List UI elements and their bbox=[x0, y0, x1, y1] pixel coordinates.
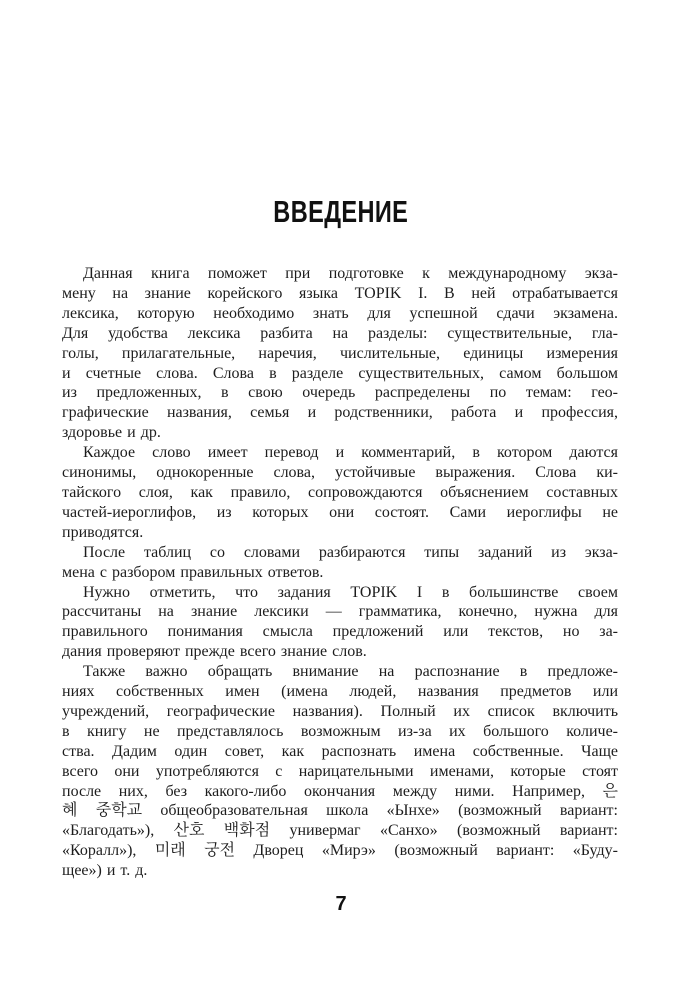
text-line: и счетные слова. Слова в разделе существительных, самом большом bbox=[62, 364, 618, 382]
text-line: учреждений, географические названия). Полный их список включить bbox=[62, 702, 618, 720]
text-line: «Коралл»), 미래 궁전 Дворец «Мирэ» (возможный вариант: «Буду- bbox=[62, 842, 618, 860]
paragraph bbox=[62, 583, 618, 663]
text-line: графические названия, семья и родственники, работа и профессия, bbox=[62, 404, 618, 422]
paragraph bbox=[62, 443, 618, 543]
text-line: правильного понимания смысла предложений или текстов, но за- bbox=[62, 623, 618, 641]
text-line: После таблиц со словами разбираются типы заданий из экза- bbox=[83, 543, 618, 561]
text-line: лексика, которую необходимо знать для успешной сдачи экзамена. bbox=[62, 304, 618, 322]
text-line: Каждое слово имеет перевод и комментарий, в котором даются bbox=[83, 444, 618, 462]
paragraph bbox=[62, 264, 618, 443]
text-line: 혜 중학교 общеобразовательная школа «Ынхе» (возможный вариант: bbox=[62, 802, 618, 820]
page-number: 7 bbox=[335, 893, 347, 915]
text-line: мена с разбором правильных ответов. bbox=[62, 563, 324, 581]
text-line: ниях собственных имен (имена людей, названия предметов или bbox=[62, 683, 618, 701]
text-line: здоровье и др. bbox=[62, 424, 161, 442]
text-line: ства. Дадим один совет, как распознать имена собственные. Чаще bbox=[62, 742, 618, 760]
text-line: мену на знание корейского языка TOPIK I. В ней отрабатывается bbox=[62, 284, 618, 302]
text-line: приводятся. bbox=[62, 523, 144, 541]
text-line: всего они употребляются с нарицательными именами, которые стоят bbox=[62, 762, 618, 780]
text-line: Данная книга поможет при подготовке к международному экза- bbox=[83, 265, 618, 282]
text-line: Для удобства лексика разбита на разделы: существительные, гла- bbox=[62, 324, 618, 342]
text-line: из предложенных, в свою очередь распределены по темам: гео- bbox=[62, 384, 618, 402]
paragraph bbox=[62, 662, 618, 881]
text-line: голы, прилагательные, наречия, числительные, единицы измерения bbox=[62, 344, 618, 362]
text-line: дания проверяют прежде всего знание слов. bbox=[62, 643, 367, 661]
text-line: частей-иероглифов, из которых они состоят. Сами иероглифы не bbox=[62, 503, 618, 521]
text-line: тайского слоя, как правило, сопровождаются объяснением составных bbox=[62, 483, 618, 501]
page-title-text: ВВЕДЕНИЕ bbox=[273, 194, 409, 229]
text-line: Также важно обращать внимание на распознание в предложе- bbox=[83, 663, 618, 681]
text-line: Нужно отметить, что задания TOPIK I в большинстве своем bbox=[83, 583, 618, 601]
text-line: синонимы, однокоренные слова, устойчивые выражения. Слова ки- bbox=[62, 464, 618, 482]
text-line: в книгу не представлялось возможным из-за их большого количе- bbox=[62, 722, 618, 740]
page-title bbox=[0, 196, 682, 227]
introduction-text bbox=[62, 264, 618, 881]
text-line: рассчитаны на знание лексики — грамматика, конечно, нужна для bbox=[62, 603, 618, 621]
text-line: после них, без какого-либо окончания между ними. Например, 은 bbox=[62, 782, 618, 800]
paragraph bbox=[62, 543, 618, 583]
text-line: «Благодать»), 산호 백화점 универмаг «Санхо» (возможный вариант: bbox=[62, 822, 618, 840]
text-line: щее») и т. д. bbox=[62, 862, 148, 880]
